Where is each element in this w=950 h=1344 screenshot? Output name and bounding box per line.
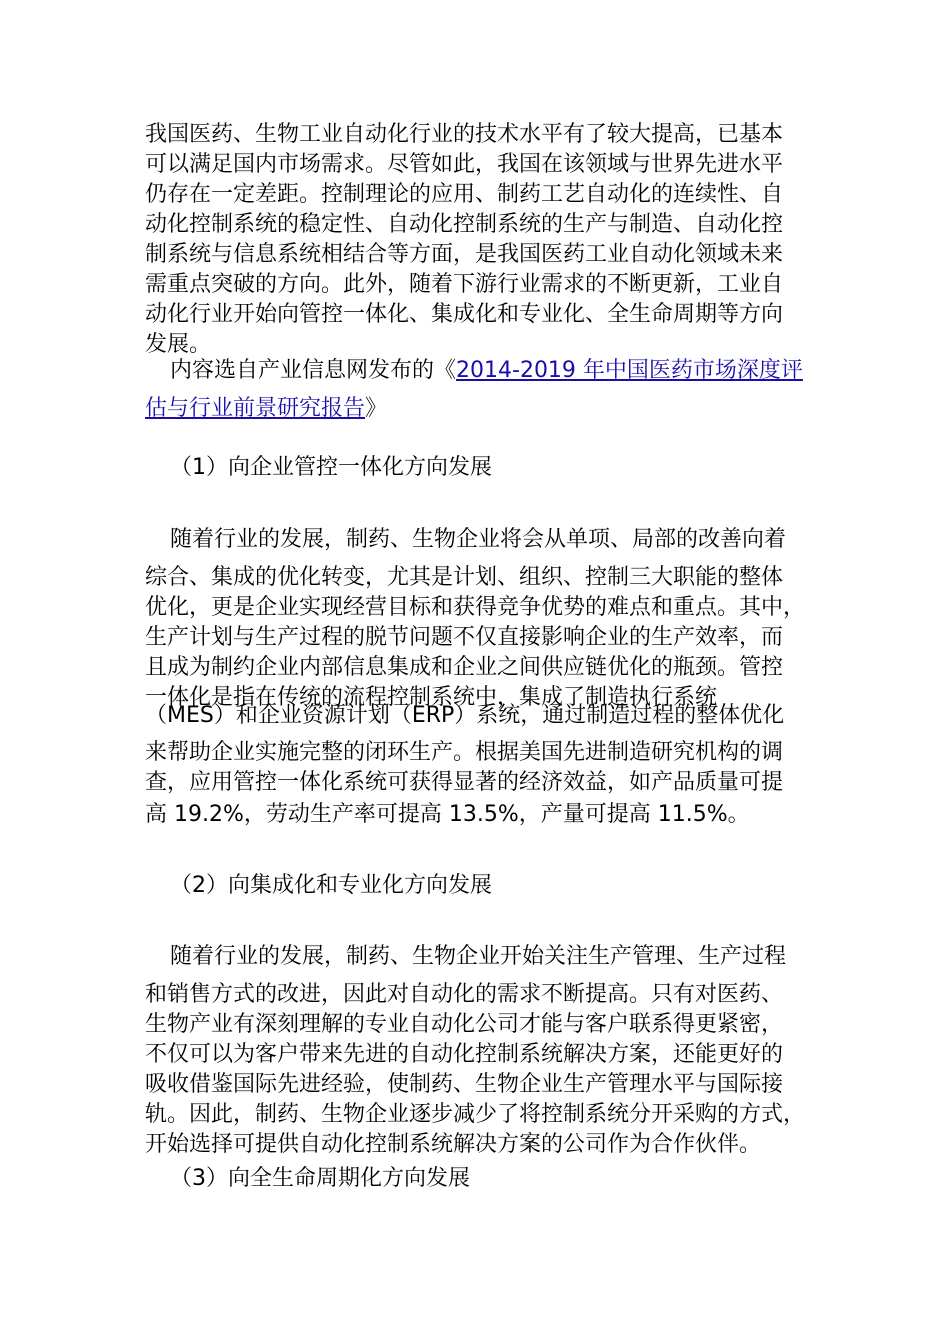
text-line: 发展。 <box>145 332 212 357</box>
paragraph-specialization <box>145 942 805 972</box>
paragraph-integration-mes <box>145 701 805 731</box>
report-link-continued[interactable]: 估与行业前景研究报告 <box>145 396 366 421</box>
text-line: 动化行业开始向管控一体化、集成化和专业化、全生命周期等方向 <box>145 302 784 327</box>
text-line: 生产计划与生产过程的脱节问题不仅直接影响企业的生产效率，而 <box>145 625 784 650</box>
source-prefix: 内容选自产业信息网发布的《 <box>170 358 457 383</box>
report-link[interactable]: 2014-2019 年中国医药市场深度评 <box>456 358 803 383</box>
text-line: （MES）和企业资源计划（ERP）系统，通过制造过程的整体优化 <box>145 703 785 728</box>
paragraph-integration-stats <box>145 800 805 830</box>
text-line: 随着行业的发展，制药、生物企业开始关注生产管理、生产过程 <box>170 944 787 969</box>
intro-paragraph <box>145 120 805 360</box>
text-line: 综合、集成的优化转变，尤其是计划、组织、控制三大职能的整体 <box>145 565 784 590</box>
text-line: 查，应用管控一体化系统可获得显著的经济效益，如产品质量可提 <box>145 770 784 795</box>
text-line: 吸收借鉴国际先进经验，使制药、生物企业生产管理水平与国际接 <box>145 1072 784 1097</box>
paragraph-integration-body <box>145 563 805 713</box>
text-line: 不仅可以为客户带来先进的自动化控制系统解决方案，还能更好的 <box>145 1042 784 1067</box>
text-line: 轨。因此，制药、生物企业逐步减少了将控制系统分开采购的方式， <box>145 1102 806 1127</box>
text-line: 动化控制系统的稳定性、自动化控制系统的生产与制造、自动化控 <box>145 212 784 237</box>
text-line: 开始选择可提供自动化控制系统解决方案的公司作为合作伙伴。 <box>145 1132 762 1157</box>
text-line: 和销售方式的改进，因此对自动化的需求不断提高。只有对医药、 <box>145 982 784 1007</box>
text-line: 我国医药、生物工业自动化行业的技术水平有了较大提高，已基本 <box>145 122 784 147</box>
text-line: 仍存在一定差距。控制理论的应用、制药工艺自动化的连续性、自 <box>145 182 784 207</box>
text-line: 随着行业的发展，制药、生物企业将会从单项、局部的改善向着 <box>170 527 787 552</box>
section-heading-1: （1）向企业管控一体化方向发展 <box>170 455 492 480</box>
text-line: 需重点突破的方向。此外，随着下游行业需求的不断更新，工业自 <box>145 272 784 297</box>
text-line: 高 19.2%，劳动生产率可提高 13.5%，产量可提高 11.5%。 <box>145 802 750 827</box>
paragraph-integration-body-2 <box>145 738 805 798</box>
paragraph-integration <box>145 525 805 555</box>
source-note-line <box>145 390 805 428</box>
section-heading-2: （2）向集成化和专业化方向发展 <box>170 873 492 898</box>
text-line: 可以满足国内市场需求。尽管如此，我国在该领域与世界先进水平 <box>145 152 784 177</box>
text-line: 生物产业有深刻理解的专业自动化公司才能与客户联系得更紧密， <box>145 1012 784 1037</box>
source-note <box>145 352 805 428</box>
section-heading-3: （3）向全生命周期化方向发展 <box>170 1166 470 1191</box>
source-note-line <box>145 352 805 390</box>
source-suffix: 》 <box>365 396 388 421</box>
text-line: 优化，更是企业实现经营目标和获得竞争优势的难点和重点。其中， <box>145 595 806 620</box>
paragraph-specialization-body <box>145 980 805 1160</box>
text-line: 且成为制约企业内部信息集成和企业之间供应链优化的瓶颈。管控 <box>145 655 784 680</box>
text-line: 制系统与信息系统相结合等方面，是我国医药工业自动化领域未来 <box>145 242 784 267</box>
text-line: 来帮助企业实施完整的闭环生产。根据美国先进制造研究机构的调 <box>145 740 784 765</box>
text-line: 一体化是指在传统的流程控制系统中，集成了制造执行系统 <box>145 685 718 710</box>
